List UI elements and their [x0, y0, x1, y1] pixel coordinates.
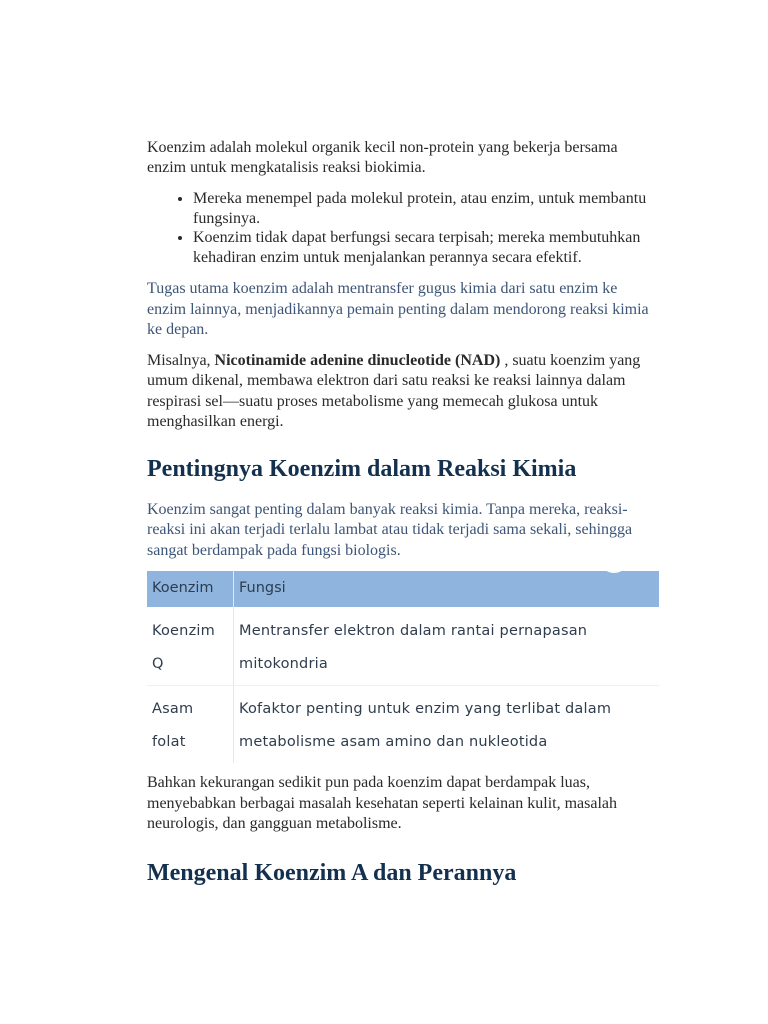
intro-paragraph: Koenzim adalah molekul organik kecil non-protein yang bekerja bersama enzim untuk mengkatalisis reaksi biokimia.: [147, 139, 618, 176]
cell-koenzim: Asam folat: [147, 686, 234, 764]
table-header-row: [147, 571, 659, 607]
cell-koenzim: Koenzim Q: [147, 607, 234, 686]
example-prefix: Misalnya,: [147, 351, 211, 369]
koenzim-table: [147, 571, 659, 763]
header-koenzim: Koenzim: [147, 571, 234, 607]
header-fungsi: Fungsi: [234, 571, 660, 607]
cell-fungsi: Kofaktor penting untuk enzim yang terlibat dalam metabolisme asam amino dan nukleotida: [239, 701, 612, 750]
heading-importance: Pentingnya Koenzim dalam Reaksi Kimia: [147, 455, 577, 482]
bullet-item: • Mereka menempel pada molekul protein, atau enzim, untuk membantu fungsinya.: [193, 189, 659, 228]
table-row: [147, 607, 659, 686]
table-intro-paragraph: Koenzim sangat penting dalam banyak reaksi kimia. Tanpa mereka, reaksi-reaksi ini akan terjadi terlalu lambat atau tidak terjadi sama sekali, sehingga sangat berdampak pada fungsi biologis.: [147, 500, 633, 559]
bullet-list: [147, 189, 659, 267]
main-role-paragraph: Tugas utama koenzim adalah mentransfer gugus kimia dari satu enzim ke enzim lainnya, menjadikannya pemain penting dalam mendorong reaksi kimia ke depan.: [147, 280, 649, 338]
nad-term: Nicotinamide adenine dinucleotide (NAD): [214, 351, 501, 369]
table-container: [147, 571, 659, 763]
article-content: [147, 138, 659, 887]
table-row: [147, 686, 659, 764]
bullet-item: • Koenzim tidak dapat berfungsi secara terpisah; mereka membutuhkan kehadiran enzim untuk menjalankan perannya secara efektif.: [193, 228, 659, 267]
heading-koenzim-a: Mengenal Koenzim A dan Perannya: [147, 859, 517, 886]
example-paragraph: [147, 351, 659, 433]
example-suffix: , suatu koenzim yang umum dikenal, membawa elektron dari satu reaksi ke reaksi lainnya dalam respirasi sel—suatu proses metabolisme yang memecah glukosa untuk menghasilkan energi.: [147, 351, 641, 430]
cell-fungsi: Mentransfer elektron dalam rantai pernapasan mitokondria: [234, 607, 660, 686]
outro-paragraph: Bahkan kekurangan sedikit pun pada koenzim dapat berdampak luas, menyebabkan berbagai masalah kesehatan seperti kelainan kulit, masalah neurologis, dan gangguan metabolisme.: [147, 774, 618, 832]
